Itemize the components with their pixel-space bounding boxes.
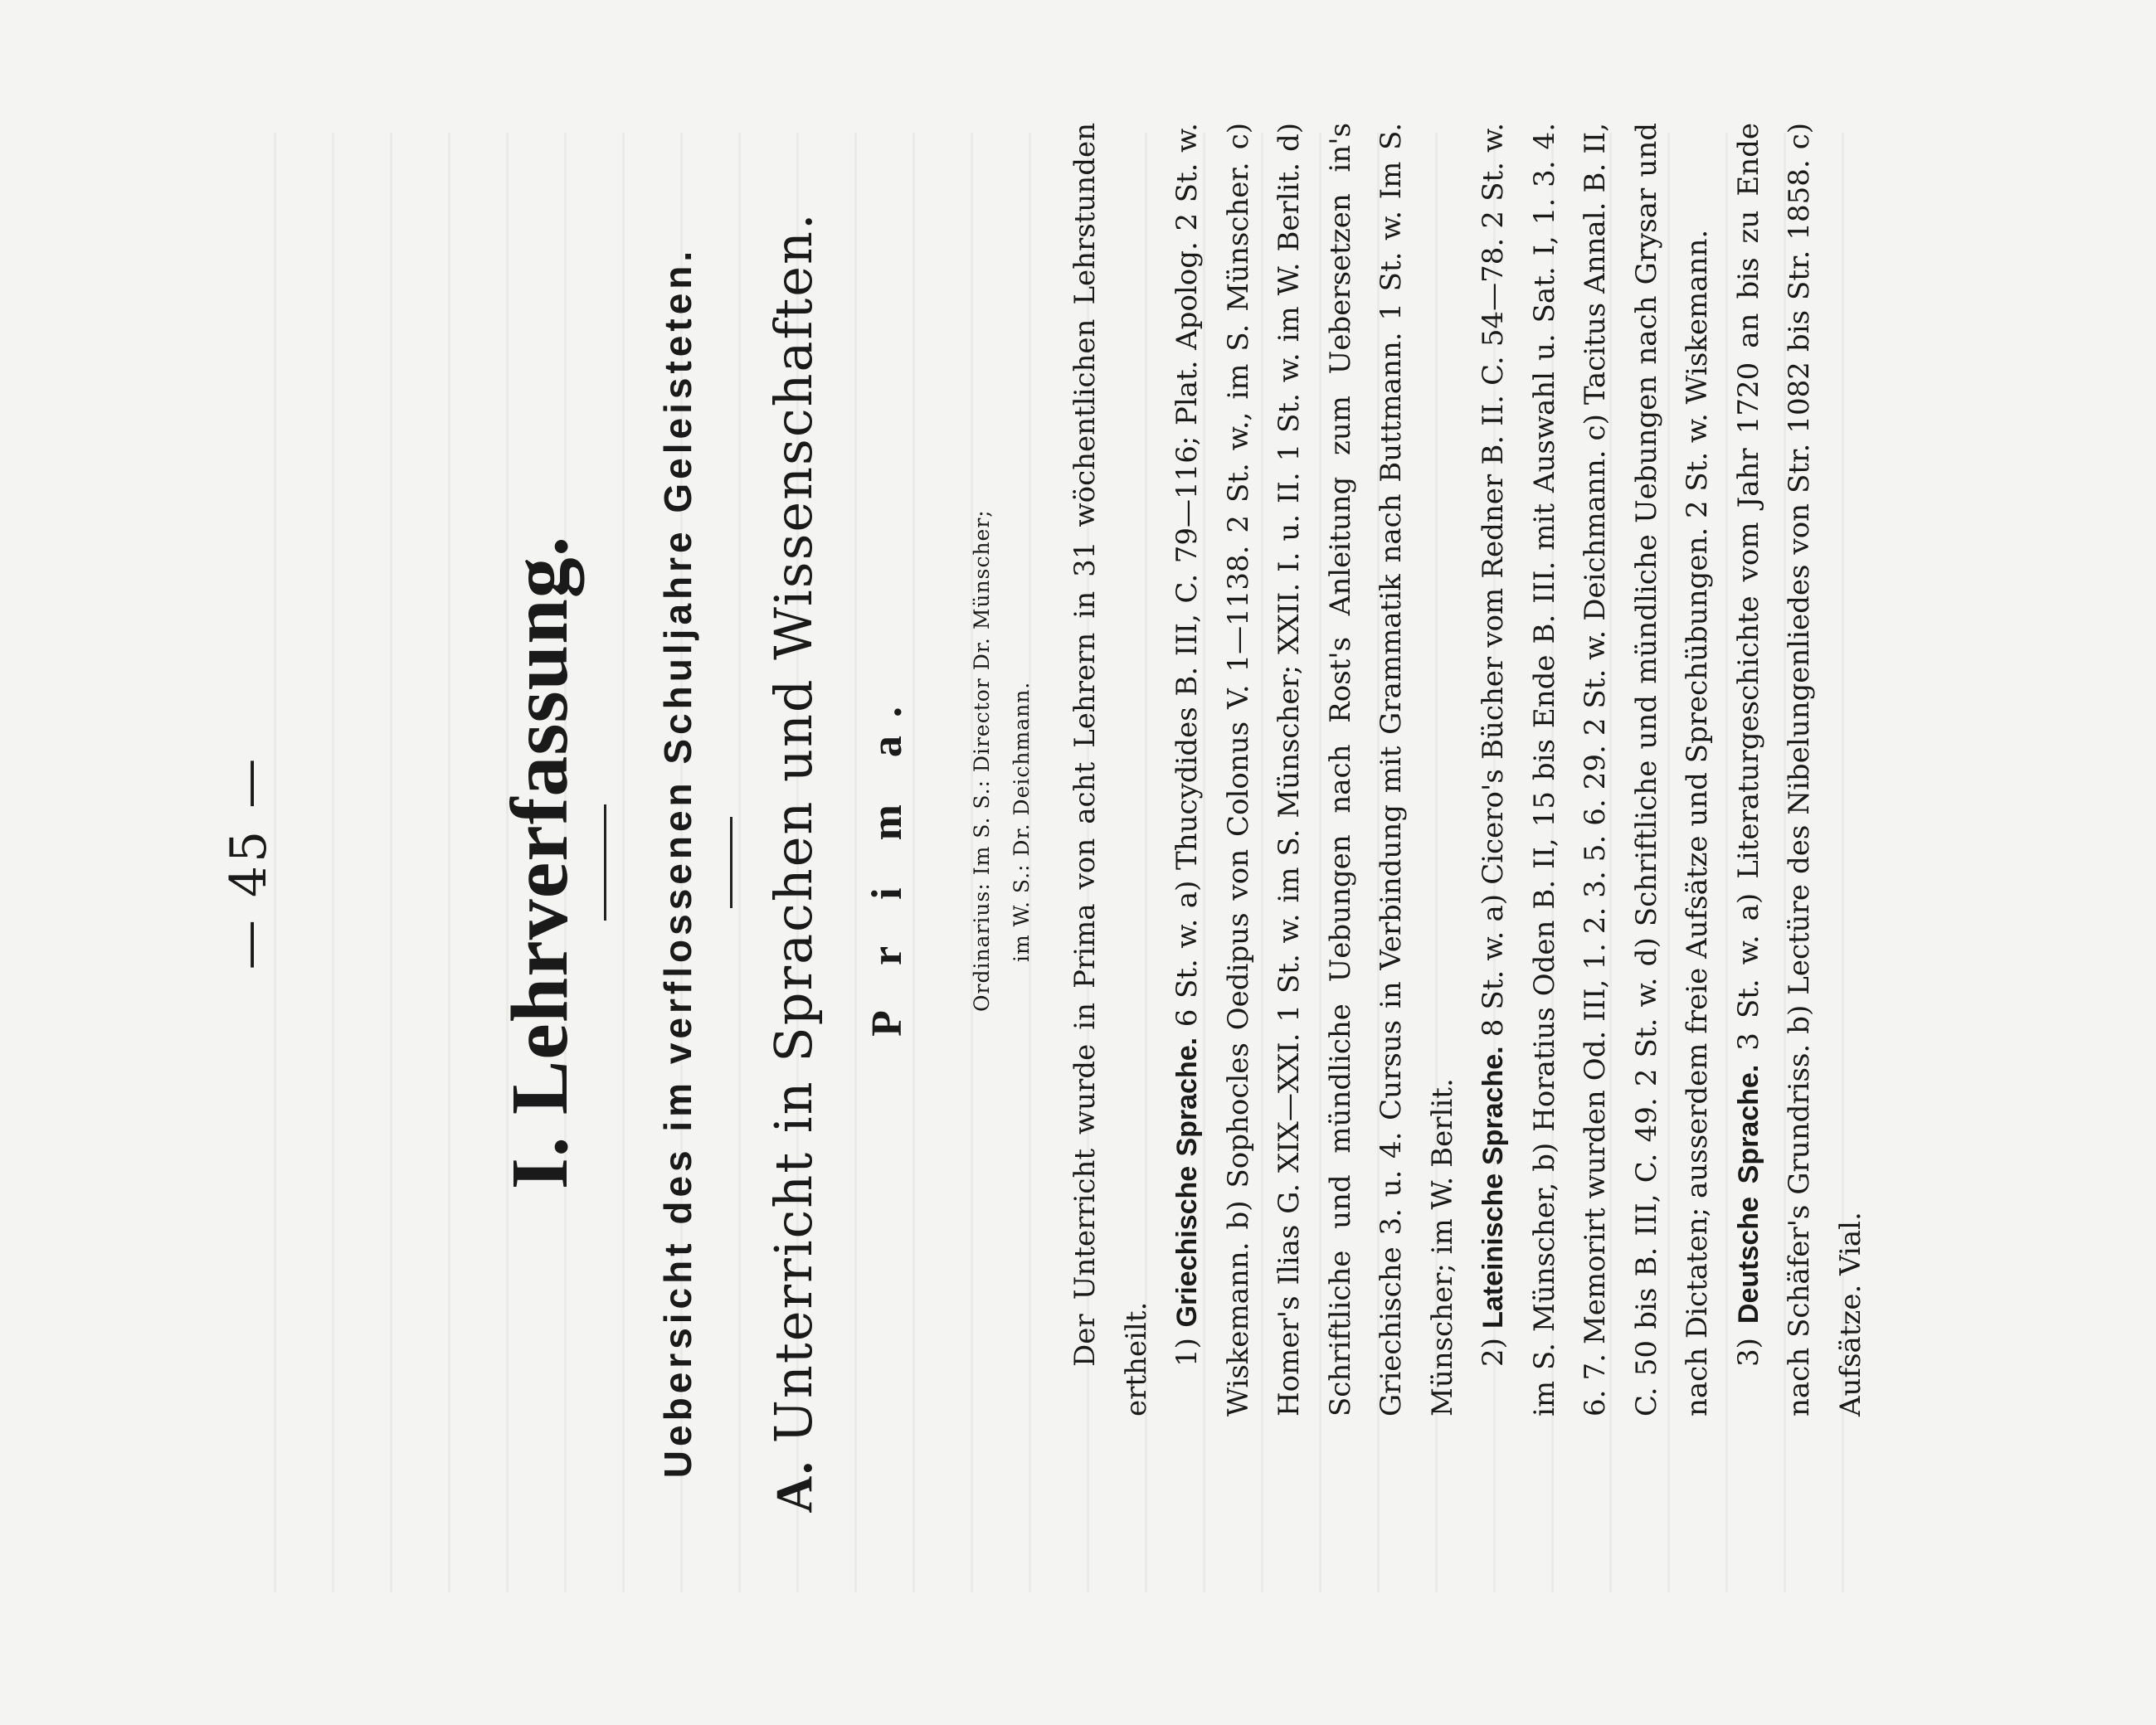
section-title: Unterricht in Sprachen und Wissenschaften. <box>763 211 824 1444</box>
subtitle-divider <box>730 817 732 908</box>
intro-paragraph: Der Unterricht wurde in Prima von acht Lehrern in 31 wöchentlichen Lehrstunden ertheilt. <box>1068 123 1153 1416</box>
subject-paragraph-greek <box>1162 123 1468 1416</box>
ordinarius-line-1: Ordinarius: Im S. S.: Director Dr. Münscher; <box>970 509 994 1012</box>
page-number: — 45 — <box>220 755 278 970</box>
section-letter: A. <box>767 1460 823 1514</box>
subject-number: 2) <box>1477 1338 1510 1367</box>
subject-number: 3) <box>1731 1338 1765 1367</box>
subject-name: Deutsche Sprache. <box>1732 1064 1764 1324</box>
subject-text: 6 St. w. a) Thucydides B. III, C. 79—116; Plat. Apolog. 2 St. w. Wiskemann. b) Sophocles Oedipus von Colonus V. 1—1138. 2 St. w., im S. Münscher. c) Homer's Ilias G. XIX—XXI. 1 St. w. im S. Münscher; XXII. I. u. II. 1 St. w. im W. Berlit. d) Schriftliche und mündliche Uebungen nach Rost's Anleitung zum Uebersetzen in's Griechische 3. u. 4. Cursus in Verbindung mit Grammatik nach Buttmann. 1 St. w. Im S. Münscher; im W. Berlit. <box>1170 123 1459 1416</box>
subject-name: Griechische Sprache. <box>1171 1037 1203 1328</box>
subject-text: 8 St. w. a) Cicero's Bücher vom Redner B. II. C. 54—78. 2 St. w. im S. Münscher, b) Horatius Oden B. II, 15 bis Ende B. III. mit Auswahl u. Sat. I, 1. 3. 4. 6. 7. Memorirt wurden Od. III, 1. 2. 3. 5. 6. 29. 2 St. w. Deichmann. c) Tacitus Annal. B. II, C. 50 bis B. III, C. 49. 2 St. w. d) Schriftliche und mündliche Uebungen nach Grysar und nach Dictaten; ausserdem freie Aufsätze und Sprechübungen. 2 St. w. Wiskemann. <box>1477 123 1714 1416</box>
subject-text: 3 St. w. a) Literaturgeschichte vom Jahr 1720 an bis zu Ende nach Schäfer's Grundriss. b) Lectüre des Nibelungenliedes von Str. 1082 bis Str. 1858. c) Aufsätze. Vial. <box>1731 123 1867 1416</box>
class-heading: P r i m a. <box>864 688 911 1037</box>
title-divider <box>604 804 606 921</box>
subject-number: 1) <box>1170 1338 1204 1367</box>
subject-paragraph-german <box>1724 123 1877 1416</box>
section-heading <box>763 0 825 1725</box>
subject-name: Lateinische Sprache. <box>1477 1046 1509 1329</box>
body-text <box>1060 123 1876 1416</box>
ordinarius-note <box>962 509 1042 1012</box>
ordinarius-line-2: im W. S.: Dr. Deichmann. <box>1010 681 1034 962</box>
main-title: I. Lehrverfassung. <box>495 535 585 1190</box>
subject-paragraph-latin <box>1468 123 1724 1416</box>
subtitle: Uebersicht des im verflossenen Schuljahre Geleisteten. <box>656 246 699 1479</box>
